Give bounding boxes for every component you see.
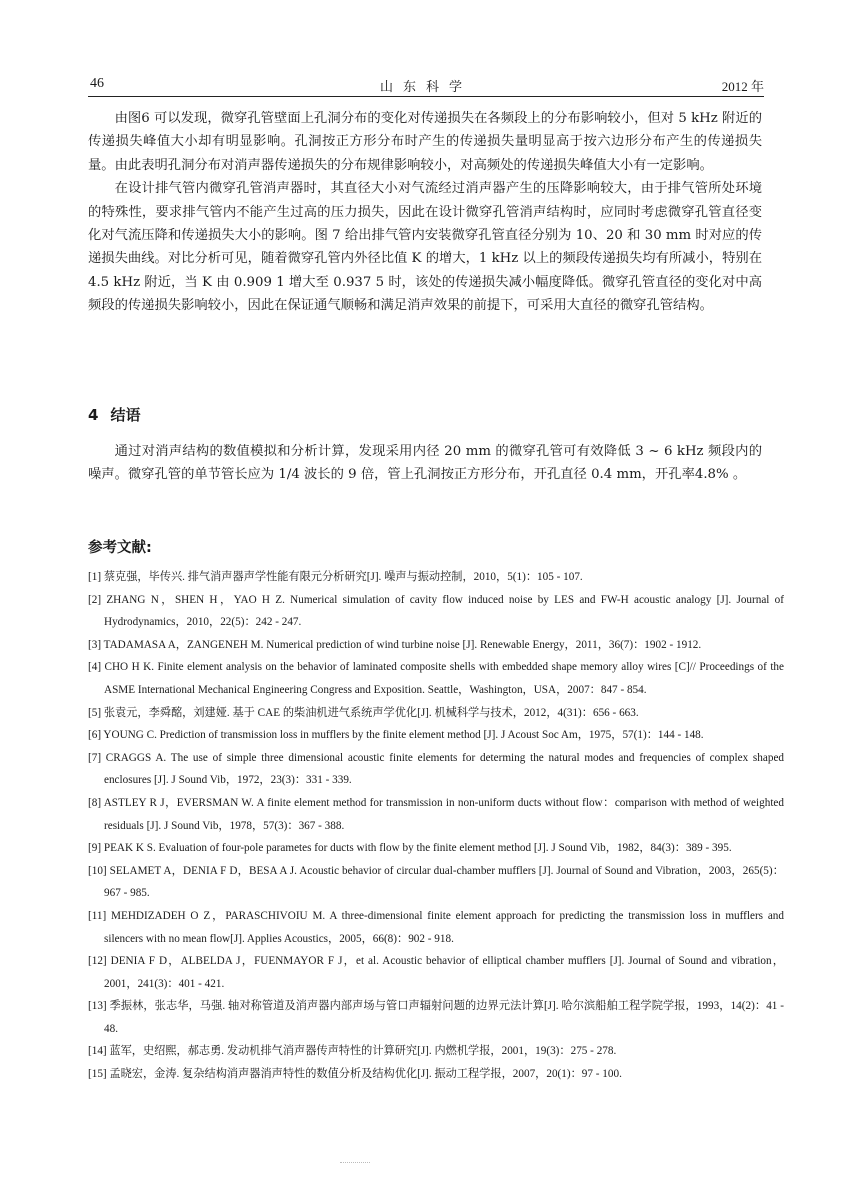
section-number: 4: [88, 406, 99, 424]
conclusion-text: [88, 440, 762, 487]
body-text: [88, 107, 762, 318]
reference-item: [1] 蔡克强，毕传兴. 排气消声器声学性能有限元分析研究[J]. 噪声与振动控制，2010，5(1)：105 - 107.: [88, 571, 583, 583]
running-header: [88, 76, 764, 97]
section-title: 结语: [110, 406, 141, 424]
publication-year: 2012 年: [721, 79, 764, 94]
body-paragraph: 在设计排气管内微穿孔管消声器时，其直径大小对气流经过消声器产生的压降影响较大，由于排气管所处环境的特殊性，要求排气管内不能产生过高的压力损失，因此在设计微穿孔管消声结构时，应同时考虑微穿孔管直径变化对气流压降和传递损失大小的影响。图 7 给出排气管内安装微穿孔管直径分别为 10、20 和 30 mm 时对应的传递损失曲线。对比分析可见，随着微穿孔管内外径比值 K 的增大，1 kHz 以上的频段传递损失均有所减小，特别在 4.5 kHz 附近，当 K 由 0.909 1 增大至 0.937 5 时，该处的传递损失减小幅度降低。微穿孔管直径的变化对中高频段的传递损失影响较小，因此在保证通气顺畅和满足消声效果的前提下，可采用大直径的微穿孔管结构。: [88, 181, 762, 314]
reference-item: [14] 蓝军，史绍熙，郝志勇. 发动机排气消声器传声特性的计算研究[J]. 内燃机学报，2001，19(3)：275 - 278.: [88, 1045, 617, 1058]
reference-item: [2] ZHANG N，SHEN H，YAO H Z. Numerical simulation of cavity flow induced noise by LES and FW-H acoustic analogy [J]. Journal of Hydrodynamics，2010，22(5)：242 - 247.: [88, 593, 784, 629]
journal-name: 山东科学: [379, 79, 472, 94]
reference-item: [8] ASTLEY R J，EVERSMAN W. A finite element method for transmission in non-uniform ducts without flow：comparison with method of weighted residuals [J]. J Sound Vib，1978，57(3)：367 - 388.: [88, 796, 784, 832]
reference-item: [10] SELAMET A，DENIA F D，BESA A J. Acoustic behavior of circular dual-chamber mufflers [J]. Journal of Sound and Vibration，2003，265(5)：967 - 985.: [88, 864, 784, 900]
reference-item: [5] 张袁元，李舜酩，刘建娅. 基于 CAE 的柴油机进气系统声学优化[J]. 机械科学与技术，2012，4(31)：656 - 663.: [88, 706, 639, 719]
reference-item: [7] CRAGGS A. The use of simple three dimensional acoustic finite elements for determing the natural modes and frequencies of complex shaped enclosures [J]. J Sound Vib，1972，23(3)：331 - 339.: [88, 751, 784, 787]
reference-item: [12] DENIA F D，ALBELDA J，FUENMAYOR F J，et al. Acoustic behavior of elliptical chamber mufflers [J]. Journal of Sound and vibration，2001，241(3)：401 - 421.: [88, 955, 784, 990]
conclusion-paragraph: 通过对消声结构的数值模拟和分析计算，发现采用内径 20 mm 的微穿孔管可有效降低 3 ~ 6 kHz 频段内的噪声。微穿孔管的单节管长应为 1/4 波长的 9 倍，管上孔洞按正方形分布，开孔直径 0.4 mm，开孔率4.8% 。: [88, 444, 762, 483]
reference-item: [6] YOUNG C. Prediction of transmission loss in mufflers by the finite element method [J]. J Acoust Soc Am，1975，57(1)：144 - 148.: [88, 729, 704, 742]
body-paragraph: 由图6 可以发现，微穿孔管壁面上孔洞分布的变化对传递损失在各频段上的分布影响较小，但对 5 kHz 附近的传递损失峰值大小却有明显影响。孔洞按正方形分布时产生的传递损失量明显高于按六边形分布产生的传递损失量。由此表明孔洞分布对消声器传递损失的分布规律影响较小，对高频处的传递损失峰值大小有一定影响。: [88, 111, 762, 173]
reference-list: [88, 566, 784, 1086]
section-heading: [88, 404, 140, 425]
reference-item: [9] PEAK K S. Evaluation of four-pole parametes for ducts with flow by the finite element method [J]. J Sound Vib，1982，84(3)：389 - 395.: [88, 842, 732, 855]
footer-divider: [340, 1162, 370, 1163]
reference-item: [3] TADAMASA A，ZANGENEH M. Numerical prediction of wind turbine noise [J]. Renewable Energy，2011，36(7)：1902 - 1912.: [88, 638, 702, 651]
page-number: 46: [90, 76, 104, 91]
reference-item: [11] MEHDIZADEH O Z，PARASCHIVOIU M. A three-dimensional finite element approach for predicting the transmission loss in mufflers and silencers with no mean flow[J]. Applies Acoustics，2005，66(8)：902 - 918.: [88, 909, 784, 945]
reference-item: [4] CHO H K. Finite element analysis on the behavior of laminated composite shells with embedded shape memory alloy wires [C]// Proceedings of the ASME International Mechanical Engineering Congress and Exposition. Seattle，Washington，USA，2007：847 - 854.: [88, 661, 784, 696]
references-heading: 参考文献:: [88, 540, 152, 556]
reference-item: [13] 季振林，张志华，马强. 轴对称管道及消声器内部声场与管口声辐射问题的边界元法计算[J]. 哈尔滨船舶工程学院学报，1993，14(2)：41 - 48.: [88, 1000, 784, 1035]
reference-item: [15] 孟晓宏，金涛. 复杂结构消声器消声特性的数值分析及结构优化[J]. 振动工程学报，2007，20(1)：97 - 100.: [88, 1068, 622, 1081]
